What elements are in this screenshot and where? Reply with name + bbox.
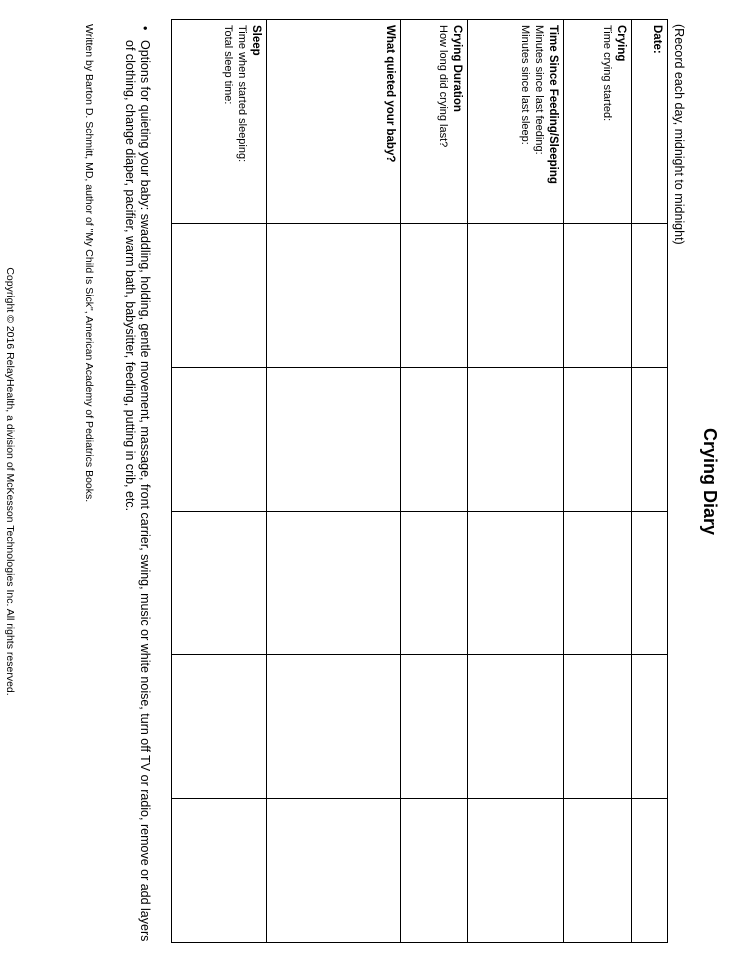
table-row-feeding	[468, 20, 564, 943]
entry-cell[interactable]	[267, 655, 401, 799]
crying-heading: Crying	[615, 25, 627, 62]
table-row-sleep	[172, 20, 267, 943]
duration-heading: Crying Duration	[451, 25, 463, 112]
entry-cell[interactable]	[564, 224, 632, 368]
entry-cell[interactable]	[564, 655, 632, 799]
table-row-crying	[564, 20, 632, 943]
entry-cell[interactable]	[172, 511, 267, 655]
entry-cell[interactable]	[632, 224, 668, 368]
entry-cell[interactable]	[564, 367, 632, 511]
author-credit: Written by Barton D. Schmitt, MD, author of "My Child Is Sick", American Academy of Pediatrics Books.	[83, 24, 95, 503]
entry-cell[interactable]	[468, 655, 564, 799]
entry-cell[interactable]	[401, 655, 468, 799]
quieting-options-text: Options for quieting your baby: swaddling, holding, gentle movement, massage, front carrier, swing, music or white noise, turn off TV or radio, remove or add layers of clothing, change diaper, pacifier, warm bath, babysitter, feeding, putting in crib, etc.	[123, 40, 152, 942]
entry-cell[interactable]	[632, 655, 668, 799]
entry-cell[interactable]	[401, 511, 468, 655]
entry-cell[interactable]	[267, 224, 401, 368]
crying-label-cell	[564, 20, 632, 224]
entry-cell[interactable]	[468, 799, 564, 943]
feeding-label-cell	[468, 20, 564, 224]
duration-question: How long did crying last?	[437, 25, 449, 148]
sleep-label-cell	[172, 20, 267, 224]
page-subtitle: (Record each day, midnight to midnight)	[672, 24, 686, 245]
quieted-heading: What quieted your baby?	[384, 25, 396, 163]
entry-cell[interactable]	[401, 224, 468, 368]
feeding-minutes-label: Minutes since last feeding:	[533, 25, 545, 155]
diary-table	[171, 19, 668, 943]
table-row-duration	[401, 20, 468, 943]
sleep-total-label: Total sleep time:	[222, 25, 234, 105]
sleep-start-label: Time when started sleeping:	[236, 25, 248, 163]
entry-cell[interactable]	[468, 224, 564, 368]
entry-cell[interactable]	[564, 511, 632, 655]
quieting-options-note	[122, 20, 152, 955]
duration-label-cell	[401, 20, 468, 224]
entry-cell[interactable]	[468, 511, 564, 655]
copyright-notice: Copyright © 2016 RelayHealth, a division of McKesson Technologies Inc. All rights reserved.	[4, 267, 16, 696]
sleep-heading: Sleep	[250, 25, 262, 56]
date-heading: Date:	[651, 25, 663, 54]
entry-cell[interactable]	[172, 224, 267, 368]
entry-cell[interactable]	[632, 799, 668, 943]
table-row-quieted	[267, 20, 401, 943]
entry-cell[interactable]	[267, 511, 401, 655]
entry-cell[interactable]	[172, 799, 267, 943]
entry-cell[interactable]	[632, 367, 668, 511]
entry-cell[interactable]	[267, 799, 401, 943]
entry-cell[interactable]	[267, 367, 401, 511]
entry-cell[interactable]	[468, 367, 564, 511]
entry-cell[interactable]	[401, 367, 468, 511]
quieted-label-cell	[267, 20, 401, 224]
feeding-heading: Time Since Feeding/Sleeping	[547, 25, 559, 184]
entry-cell[interactable]	[564, 799, 632, 943]
date-label-cell	[632, 20, 668, 224]
entry-cell[interactable]	[172, 655, 267, 799]
crying-start-label: Time crying started:	[601, 25, 613, 122]
bullet-icon: •	[138, 26, 152, 31]
entry-cell[interactable]	[172, 367, 267, 511]
page-title: Crying Diary	[700, 427, 720, 536]
table-row-date	[632, 20, 668, 943]
entry-cell[interactable]	[632, 511, 668, 655]
entry-cell[interactable]	[401, 799, 468, 943]
sleep-minutes-label: Minutes since last sleep:	[519, 25, 531, 145]
